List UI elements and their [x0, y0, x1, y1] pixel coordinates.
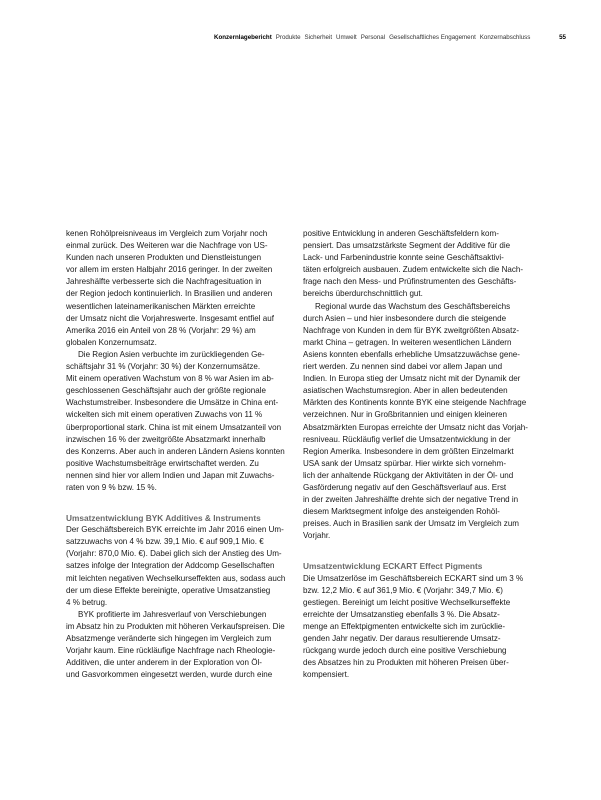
paragraph: BYK profitierte im Jahresverlauf von Verschiebungen im Absatz hin zu Produkten mit höheren Verkaufspreisen. Die Absatzmenge veränderte sich hingegen im Vergleich zum Vorjahr kaum. Eine rückläufige Nachfrage nach Rheologie- Additiven, die unter anderem in der Exploration von Öl- und Gasvorkommen eingesetzt werden, wurde durch eine — [66, 609, 285, 680]
paragraph: positive Entwicklung in anderen Geschäftsfeldern kom- pensiert. Das umsatzstärkste Segment der Additive für die Lack- und Farbenindustrie konnte seine Geschäftsaktivi- täten erfolgreich ausbauen. Zudem entwickelte sich die Nach- frage nach den Mess- und Prüfinstrumenten des Geschäfts- bereichs überdurchschnittlich gut. — [303, 229, 524, 299]
right-column — [303, 228, 535, 681]
section-heading-byk: Umsatzentwicklung BYK Additives & Instruments — [66, 513, 261, 524]
section-heading-eckart: Umsatzentwicklung ECKART Effect Pigments — [303, 561, 483, 572]
nav-item-sicherheit[interactable]: Sicherheit — [304, 34, 333, 41]
paragraph: kenen Rohölpreisniveaus im Vergleich zum Vorjahr noch einmal zurück. Des Weiteren war die Nachfrage von US- Kunden nach unseren Produkten und Dienstleistungen vor allem im ersten Halbjahr 2016 geringer. In der zweiten Jahreshälfte verbesserte sich die Nachfragesituation in der Region jedoch kontinuierlich. In Brasilien und anderen wesentlichen lateinamerikanischen Märkten erreichte der Umsatz nicht die Vorjahreswerte. Insgesamt entfiel auf Amerika 2016 ein Anteil von 28 % (Vorjahr: 29 %) am globalen Konzernumsatz. — [66, 229, 274, 347]
nav-item-konzernlagebericht[interactable]: Konzernlagebericht — [214, 34, 272, 41]
running-header — [214, 34, 566, 41]
nav-item-personal[interactable]: Personal — [360, 34, 386, 41]
nav-item-konzernabschluss[interactable]: Konzernabschluss — [479, 34, 531, 41]
paragraph: Die Umsatzerlöse im Geschäftsbereich ECKART sind um 3 % bzw. 12,2 Mio. € auf 361,9 Mio. € (Vorjahr: 349,7 Mio. €) gestiegen. Bereinigt um leicht positive Wechselkurseffekte erreichte der Umsatzanstieg ebenfalls 3 %. Die Absatz- menge an Effektpigmenten entwickelte sich im zurücklie- genden Jahr negativ. Der daraus resultierende Umsatz- rückgang wurde jedoch durch eine positive Verschiebung des Absatzes hin zu Produkten mit höheren Preisen über- kompensiert. — [303, 573, 524, 680]
nav-item-umwelt[interactable]: Umwelt — [336, 34, 357, 41]
paragraph: Der Geschäftsbereich BYK erreichte im Jahr 2016 einen Um- satzzuwachs von 4 % bzw. 39,1 Mio. € auf 909,1 Mio. € (Vorjahr: 870,0 Mio. €). Dabei glich sich der Anstieg des Um- satzes infolge der Integration der Addcomp Gesellschaften mit leichten negativen Wechselkurseffekten aus, sodass auch der um diese Effekte bereinigte, operative Umsatzanstieg 4 % betrug. — [66, 525, 286, 607]
nav-item-produkte[interactable]: Produkte — [275, 34, 301, 41]
page-number: 55 — [559, 34, 566, 41]
paragraph: Regional wurde das Wachstum des Geschäftsbereichs durch Asien – und hier insbesondere durch die steigende Nachfrage von Kunden in dem für BYK zweitgrößten Absatz- markt China – getragen. In weiteren wesentlichen Ländern Asiens konnten ebenfalls erhebliche Umsatzzuwächse gene- riert werden. Zu nennen sind dabei vor allem Japan und Indien. In Europa stieg der Umsatz nicht mit der Dynamik der asiatischen Wachstumsregion. Aber in allen bedeutenden Märkten des Kontinents konnte BYK eine steigende Nachfrage verzeichnen. Nur in Großbritannien und einigen kleineren Absatzmärkten Europas erreichte der Umsatz nicht das Vorjah- resniveau. Rückläufig verlief die Umsatzentwicklung in der Region Amerika. Insbesondere in dem größten Einzelmarkt USA sank der Umsatz spürbar. Hier wirkte sich vornehm- lich der anhaltende Rückgang der Aktivitäten in der Öl- und Gasförderung negativ auf den Geschäftsverlauf aus. Erst in der zweiten Jahreshälfte drehte sich der negative Trend in diesem Marktsegment infolge des ansteigenden Rohöl- preises. Auch in Brasilien sank der Umsatz im Vergleich zum Vorjahr. — [303, 301, 528, 541]
section-nav — [214, 34, 530, 41]
nav-item-engagement[interactable]: Gesellschaftliches Engagement — [389, 34, 476, 41]
paragraph: Die Region Asien verbuchte im zurückliegenden Ge- schäftsjahr 31 % (Vorjahr: 30 %) der Konzernumsätze. Mit einem operativen Wachstum von 8 % war Asien im ab- geschlossenen Geschäftsjahr auch der größte regionale Wachstumstreiber. Insbesondere die Umsätze in China ent- wickelten sich mit einem operativen Zuwachs von 11 % überproportional stark. China ist mit einem Umsatzanteil von inzwischen 16 % der zweitgrößte Absatzmarkt innerhalb des Konzerns. Aber auch in anderen Ländern Asiens konnten positive Wachstumsbeiträge erwirtschaftet werden. Zu nennen sind hier vor allem Indien und Japan mit Zuwachs- raten von 9 % bzw. 15 %. — [66, 349, 285, 492]
left-column — [66, 228, 298, 681]
